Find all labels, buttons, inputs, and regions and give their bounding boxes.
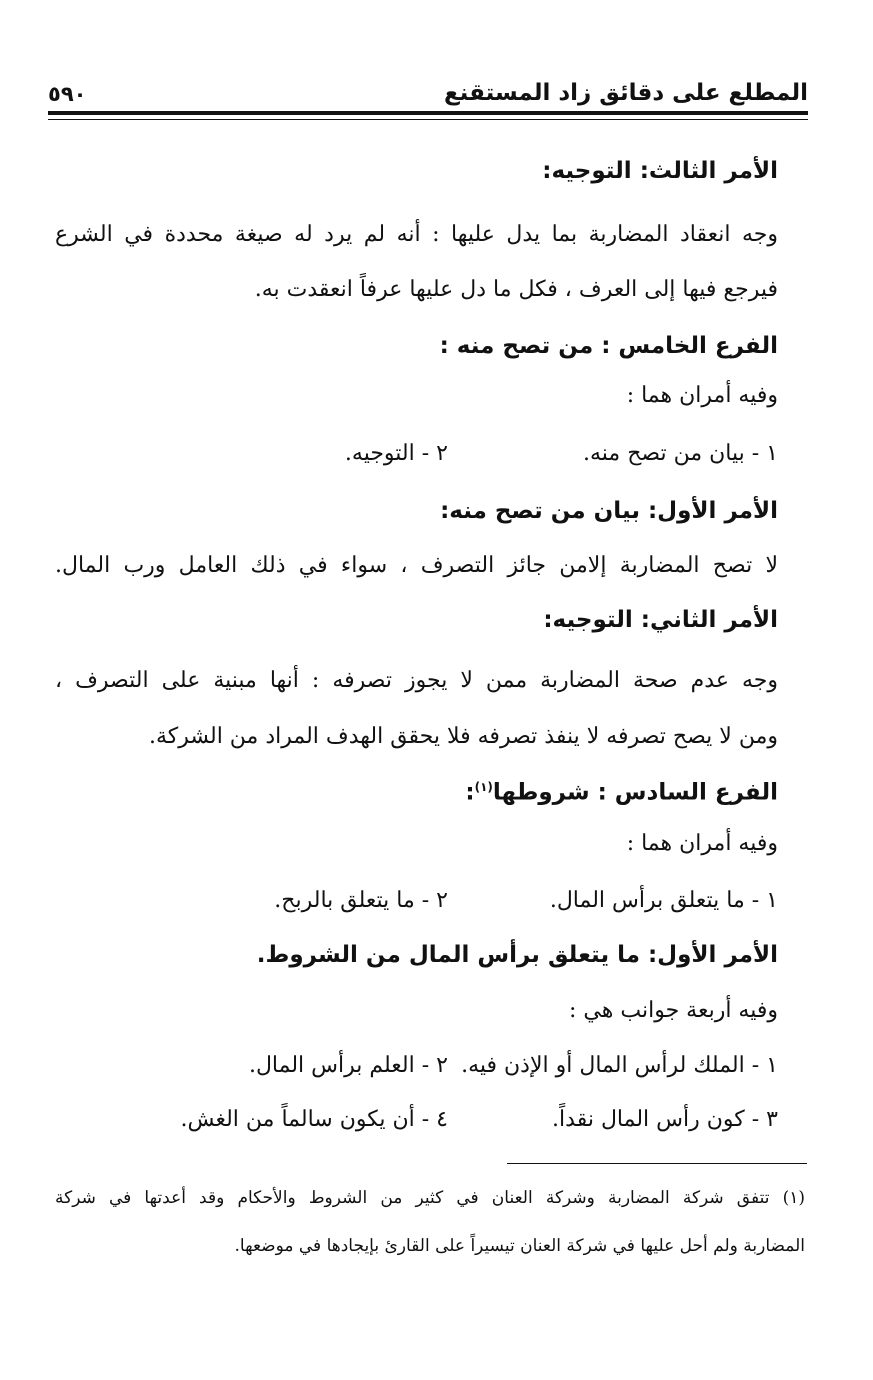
- heading-fifth-branch: الفرع الخامس : من تصح منه :: [439, 333, 778, 359]
- list-item: ١ - الملك لرأس المال أو الإذن فيه.: [461, 1053, 778, 1078]
- paragraph-line: وفيه أربعة جوانب هي :: [569, 998, 778, 1023]
- heading-text: الفرع السادس : شروطها: [492, 779, 778, 806]
- footnote-separator: [507, 1163, 807, 1164]
- footnote-marker: (١): [474, 780, 493, 794]
- page-number: ٥٩٠: [48, 82, 87, 106]
- list-row: [218, 1055, 778, 1085]
- footnote-line: (١) تتفق شركة المضاربة وشركة العنان في كثير من الشروط والأحكام وقد أعدتها في شركة: [55, 1188, 805, 1208]
- list-item: ١ - بيان من تصح منه.: [583, 441, 778, 466]
- header-rule-thick: [48, 111, 808, 115]
- paragraph-line: وفيه أمران هما :: [626, 383, 778, 408]
- heading-first-matter-capital: الأمر الأول: ما يتعلق برأس المال من الشروط.: [256, 942, 778, 968]
- list-item: ٢ - ما يتعلق بالربح.: [274, 888, 448, 913]
- heading-first-matter: الأمر الأول: بيان من تصح منه:: [440, 498, 778, 524]
- book-title: المطلع على دقائق زاد المستقنع: [443, 80, 808, 106]
- paragraph-line: وجه عدم صحة المضاربة ممن لا يجوز تصرفه : أنها مبنية على التصرف ،: [55, 668, 778, 693]
- list-item: ١ - ما يتعلق برأس المال.: [549, 888, 778, 913]
- list-item: ٢ - العلم برأس المال.: [248, 1053, 448, 1078]
- list-item: ٤ - أن يكون سالماً من الغش.: [180, 1107, 448, 1132]
- heading-second-matter: الأمر الثاني: التوجيه:: [543, 607, 778, 633]
- running-header: [48, 72, 808, 112]
- paragraph-line: لا تصح المضاربة إلامن جائز التصرف ، سواء في ذلك العامل ورب المال.: [55, 553, 778, 578]
- heading-sixth-branch: [465, 781, 778, 805]
- list-row: [218, 443, 778, 473]
- heading-colon: :: [465, 779, 475, 806]
- paragraph-line: وفيه أمران هما :: [626, 831, 778, 856]
- header-rule-thin: [48, 119, 808, 120]
- paragraph-line: ومن لا يصح تصرفه لا ينفذ تصرفه فلا يحقق الهدف المراد من الشركة.: [148, 724, 778, 749]
- footnote-line: المضاربة ولم أحل عليها في شركة العنان تيسيراً على القارئ بإيجادها في موضعها.: [234, 1236, 805, 1256]
- list-row: [180, 1107, 778, 1139]
- list-item: ٣ - كون رأس المال نقداً.: [552, 1107, 778, 1132]
- list-item: ٢ - التوجيه.: [344, 441, 448, 466]
- paragraph-line: وجه انعقاد المضاربة بما يدل عليها : أنه لم يرد له صيغة محددة في الشرع: [55, 222, 778, 247]
- paragraph-line: فيرجع فيها إلى العرف ، فكل ما دل عليها عرفاً انعقدت به.: [254, 277, 778, 302]
- heading-third-matter: الأمر الثالث: التوجيه:: [542, 158, 778, 184]
- list-row: [218, 890, 778, 920]
